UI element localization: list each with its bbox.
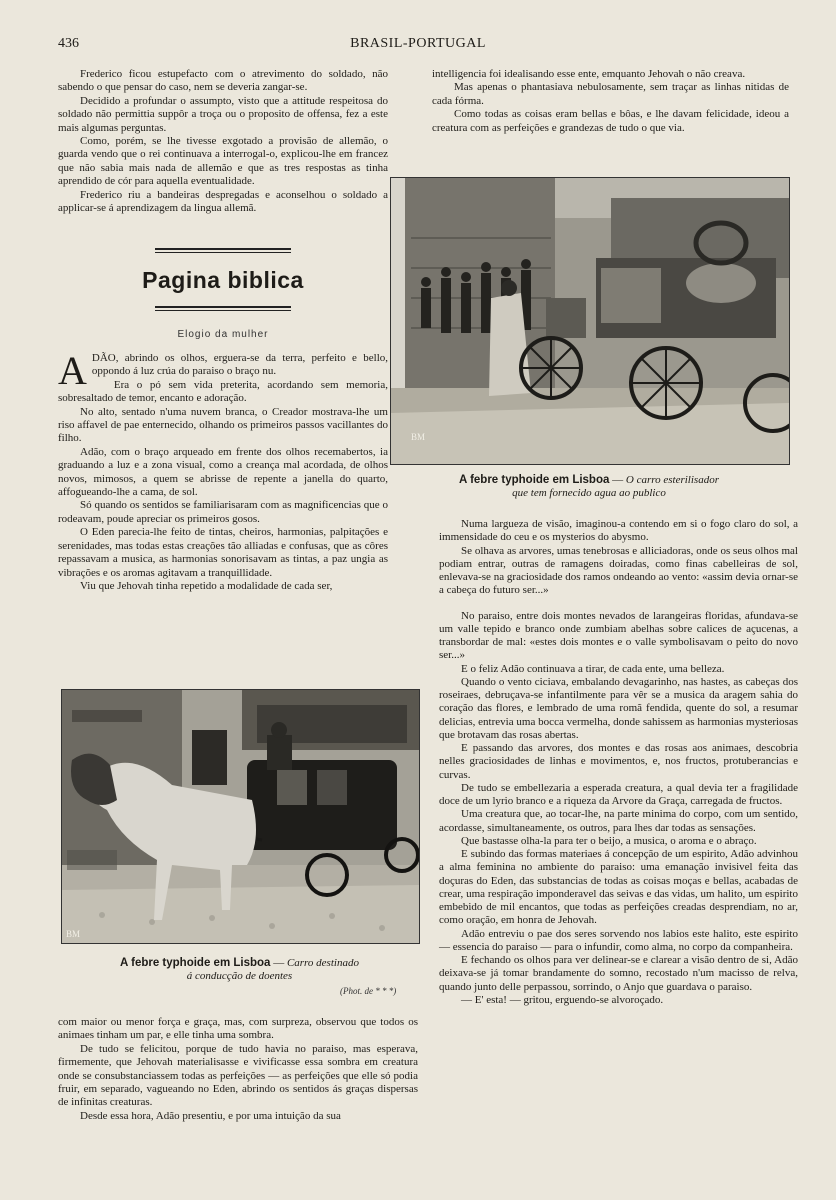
cart-illustration [391,178,789,464]
heading-rule-bottom [155,306,291,311]
photo-monogram: BM [411,432,426,442]
drop-cap: A [58,348,87,393]
section-heading [58,248,388,340]
paragraph: E subindo das formas materiaes á concepção de um espirito, Adão advinhou a alma feminina no ambiente do paraiso: uma emanação invisivel feita das doçuras do Eden, das substancias de todas as coisas moças e bellas, acabadas de crear, uma respiração imponderavel das seivas e das vidas, um halito, um espirito embebido de mil encantos, que todas as perfeições creadas desprendiam, no ar, como oração, em honra de Jehovah. [439,848,798,927]
paragraph: Era o pó sem vida preterita, acordando sem memoria, sobresaltado de temor, encanto e adoração. [58,378,388,405]
paragraph: Adão entreviu o pae dos seres sorvendo nos labios este halito, este espirito — essencia do paraiso — para o infundir, como alma, no corpo da companheira. [439,927,798,953]
paragraph: com maior ou menor força e graça, mas, com surpreza, observou que todos os animaes tinham um par, e elle tinha uma sombra. [58,1016,418,1042]
section-subtitle: Elogio da mulher [177,329,269,340]
paragraph: Que bastasse olha-la para ter o beijo, a musica, o aroma e o abraço. [461,834,757,847]
caption-text: Carro destinado [286,957,359,969]
first-paragraph-text: DÃO, abrindo os olhos, erguera-se da terra, perfeito e bello, oppondo á luz crúa do paraiso o braço nu. [91,352,388,378]
paragraph: — E' esta! — gritou, erguendo-se alvoroçado. [461,993,664,1006]
left-column-bottom [58,1016,418,1123]
paragraph: Mas apenas o phantasiava nebulosamente, sem traçar as linhas nitidas de cada fórma. [432,81,789,107]
paragraph: Frederico riu a bandeiras despregadas e aconselhou o soldado a applicar-se á aprendizagem da lingua allemã. [58,188,388,215]
paragraph: Quando o vento ciciava, embalando devagarinho, nas hastes, as cabeças dos roseiraes, debruçava-se infantilmente para vêr se a musica da aragem sahia do coração das flores, e lembrado de uma romã fendida, quente do sol, a resumar delicias, entrevia uma bocca vermelha, donde sahissem as harmonias mysteriosas que brotavam das rosas abertas. [439,675,798,741]
photo-right-caption [390,474,788,500]
caption-title: A febre typhoide em Lisboa [120,957,271,969]
left-column-body [58,348,388,593]
paragraph: De tudo se embellezaria a esperada creatura, a qual devia ter a fragilidade doce de um lyrio branco e a riqueza da Arvore da Graça, carregada de fructos. [439,781,798,807]
carriage-illustration [62,690,419,943]
caption-text-line2: que tem fornecido agua ao publico [512,487,666,499]
paragraph: No alto, sentado n'uma nuvem branca, o Creador mostrava-lhe um riso affavel de pae enternecido, olhando os primeiros passos vacillantes do filho. [58,405,388,445]
page-number: 436 [58,36,79,51]
right-column-body [439,518,798,1007]
photo-left-caption [61,957,418,983]
caption-dash: — [270,957,287,969]
paragraph: E passando das arvores, dos montes e das rosas aos animaes, descobria nelles graciosidades de linhas e movimentos, e, nos fructos, protuberancias e curvas. [439,742,798,781]
paragraph: O Eden parecia-lhe feito de tintas, cheiros, harmonias, palpitações e serenidades, mas todas estas creações tão alliadas e confusas, que as côres repassavam a musica, as harmonias sonorisavam as tintas, a paz ungia as vibrações e os aromas agitavam a tranquillidade. [58,526,388,579]
heading-rule-top [155,248,291,253]
paragraph: Desde essa hora, Adão presentiu, e por uma intuição da sua [80,1109,341,1122]
photo-sterilising-cart [390,177,790,465]
paragraph: Frederico ficou estupefacto com o atrevimento do soldado, não sabendo o que pensar do caso, nem se deveria zangar-se. [58,68,388,94]
running-title: BRASIL-PORTUGAL [350,36,486,51]
right-column-top [432,68,789,135]
caption-dash: — [609,474,626,486]
photo-credit: (Phot. de * * *) [340,986,397,996]
photo-patient-carriage [61,689,420,944]
caption-title: A febre typhoide em Lisboa [459,474,610,486]
caption-text-line2: á conducção de doentes [186,970,293,982]
paragraph: intelligencia foi idealisando esse ente, emquanto Jehovah o não creava. [432,68,746,80]
paragraph: Só quando os sentidos se familiarisaram com as magnificencias que o rodeavam, poude apreciar os primeiros gosos. [58,499,388,525]
left-column-top [58,68,388,215]
paragraph: Como, porém, se lhe tivesse exgotado a provisão de allemão, o guarda vendo que o rei continuava a interrogal-o, explicou-lhe em francez que não sabia mais nada de allemão e que as tres respostas as tinha aprendido de cór para aquella eventualidade. [58,135,388,188]
paragraph: E o feliz Adão continuava a tirar, de cada ente, uma belleza. [461,662,725,675]
paragraph: Decidido a profundar o assumpto, visto que a attitude respeitosa do soldado não permittia suppôr a troça ou o proposito de offensa, fez a este mais algumas perguntas. [58,94,388,134]
paragraph: Viu que Jehovah tinha repetido a modalidade de cada ser, [80,579,333,592]
paragraph: Como todas as coisas eram bellas e bôas, e lhe davam felicidade, ideou a creatura com as perfeições e grandezas de tudo o que via. [432,108,789,134]
section-title: Pagina biblica [142,267,304,293]
photo-monogram: BM [66,929,81,939]
paragraph: Se olhava as arvores, umas tenebrosas e alliciadoras, onde os seus olhos mal podiam entrar, outras de ramagens doiradas, como finas cabelleiras de sol, enlevava-se na graciosidade dos ramos ondeando ao vento: «assim devia ornar-se a cabeça do futuro ser...» [439,544,798,597]
paragraph: Uma creatura que, ao tocar-lhe, na parte minima do corpo, com um sentido, acordasse, simultaneamente, os outros, para lhes dar todas as sensações. [439,808,798,834]
paragraph: E fechando os olhos para ver delinear-se e clarear a visão dentro de si, Adão deixava-se já tomar brandamente do somno, recostado n'um macisso de relva, quando junto delle perpassou, sorrindo, o Anjo que guardava o paraiso. [439,954,798,993]
paragraph: Numa largueza de visão, imaginou-a contendo em si o fogo claro do sol, a immensidade do ceu e os mysterios do abysmo. [439,518,798,544]
paragraph: Adão, com o braço arqueado em frente dos olhos recemabertos, ia graduando a luz e a zona visual, como a creança mal acordada, de olhos novos, mimosos, a quem se abrisse de repente a janella do quarto, affogueando-lhe a cama, de sol. [58,445,388,499]
paragraph: No paraiso, entre dois montes nevados de larangeiras floridas, afundava-se um valle tepido e branco onde zumbiam abelhas sobre calices de açucenas, a transbordar de mal: «estes dois montes e o valle symbolisavam o peito do novo ser...» [439,609,798,662]
caption-text: O carro esterilisador [625,474,719,486]
paragraph: De tudo se felicitou, porque de tudo havia no paraiso, mas esperava, firmemente, que Jehovah materialisasse e vivificasse essa sombra em creatura onde se consubstanciassem todas as perfeições — as perfeições que elle só podia fruir, em separado, vagueando no Eden, abrindo os sentidos ás graças dispersas de infinitas creaturas. [58,1042,418,1109]
